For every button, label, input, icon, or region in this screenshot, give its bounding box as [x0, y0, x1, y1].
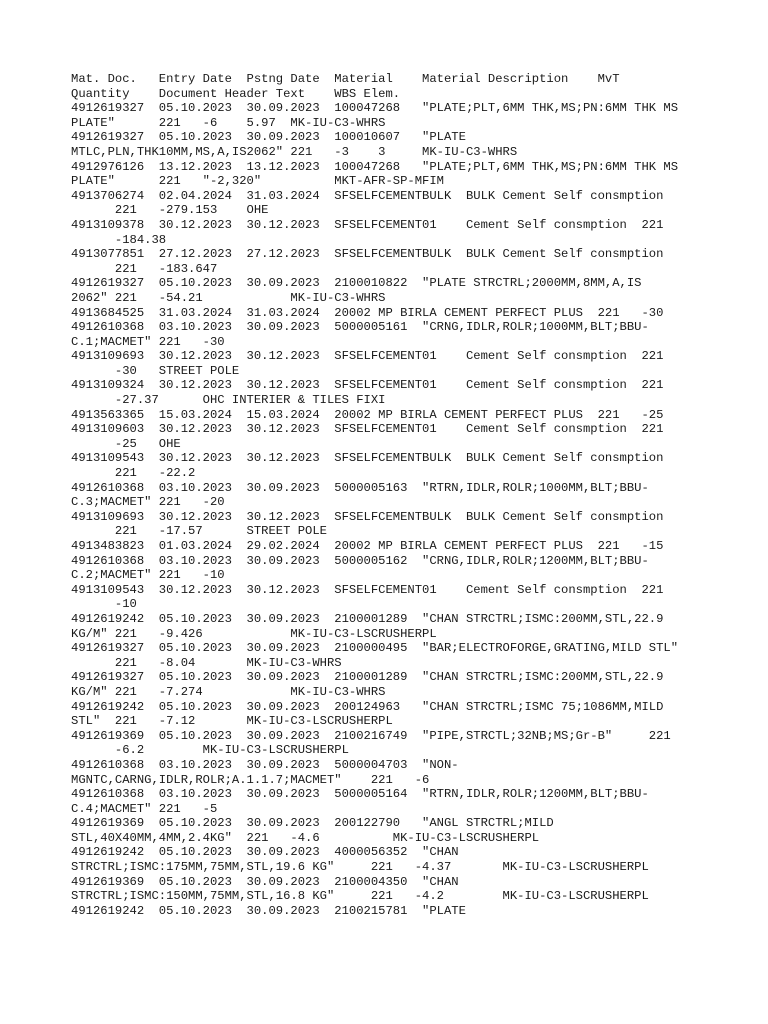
record-line: 4912619242 05.10.2023 30.09.2023 2100215781 "PLATE — [71, 903, 466, 918]
record-line: KG/M" 221 -7.274 MK-IU-C3-WHRS — [71, 684, 386, 699]
record-line: STRCTRL;ISMC:175MM,75MM,STL,19.6 KG" 221 -4.37 MK-IU-C3-LSCRUSHERPL — [71, 860, 649, 875]
record-line: -27.37 OHC INTERIER & TILES FIXI — [71, 393, 386, 408]
record-line: 4912610368 03.10.2023 30.09.2023 5000005163 "RTRN,IDLR,ROLR;1000MM,BLT;BBU- — [71, 480, 649, 495]
record-line: 4912619369 05.10.2023 30.09.2023 2100004350 "CHAN — [71, 874, 459, 889]
record-line: 4913109543 30.12.2023 30.12.2023 SFSELFCEMENT01 Cement Self consmption 221 — [71, 582, 664, 597]
record-line: 221 -8.04 MK-IU-C3-WHRS — [71, 655, 342, 670]
record-line: 4913706274 02.04.2024 31.03.2024 SFSELFCEMENTBULK BULK Cement Self consmption — [71, 188, 664, 203]
record-line: PLATE" 221 "-2,320" MKT-AFR-SP-MFIM — [71, 174, 444, 189]
record-line: 4912610368 03.10.2023 30.09.2023 5000005161 "CRNG,IDLR,ROLR;1000MM,BLT;BBU- — [71, 320, 649, 335]
record-line: 4913109603 30.12.2023 30.12.2023 SFSELFCEMENT01 Cement Self consmption 221 — [71, 422, 664, 437]
record-line: 4913684525 31.03.2024 31.03.2024 20002 MP BIRLA CEMENT PERFECT PLUS 221 -30 — [71, 305, 664, 320]
record-line: MGNTC,CARNG,IDLR,ROLR;A.1.1.7;MACMET" 221 -6 — [71, 772, 430, 787]
record-line: 2062" 221 -54.21 MK-IU-C3-WHRS — [71, 290, 386, 305]
record-line: 221 -22.2 — [71, 466, 196, 481]
record-line: 4912619327 05.10.2023 30.09.2023 100010607 "PLATE — [71, 130, 466, 145]
column-header — [71, 72, 761, 101]
record-line: STL" 221 -7.12 MK-IU-C3-LSCRUSHERPL — [71, 714, 393, 729]
record-line: -6.2 MK-IU-C3-LSCRUSHERPL — [71, 743, 349, 758]
record-line: 4912619327 05.10.2023 30.09.2023 2100000495 "BAR;ELECTROFORGE,GRATING,MILD STL" — [71, 641, 679, 656]
record-line: 4912610368 03.10.2023 30.09.2023 5000004703 "NON- — [71, 757, 459, 772]
record-line: 4912619327 05.10.2023 30.09.2023 100047268 "PLATE;PLT,6MM THK,MS;PN:6MM THK MS — [71, 101, 679, 116]
document-page — [71, 72, 761, 918]
record-line: 221 -17.57 STREET POLE — [71, 524, 327, 539]
header-line: Mat. Doc. Entry Date Pstng Date Material Material Description MvT — [71, 72, 620, 86]
record-line: 4913109378 30.12.2023 30.12.2023 SFSELFCEMENT01 Cement Self consmption 221 — [71, 217, 664, 232]
header-line: Quantity Document Header Text WBS Elem. — [71, 86, 401, 101]
record-line: 4913077851 27.12.2023 27.12.2023 SFSELFCEMENTBULK BULK Cement Self consmption — [71, 247, 664, 262]
record-list — [71, 101, 761, 918]
record-line: 4913563365 15.03.2024 15.03.2024 20002 MP BIRLA CEMENT PERFECT PLUS 221 -25 — [71, 407, 664, 422]
record-line: 4912619327 05.10.2023 30.09.2023 2100010822 "PLATE STRCTRL;2000MM,8MM,A,IS — [71, 276, 642, 291]
record-line: 221 -183.647 — [71, 261, 218, 276]
record-line: 4913483823 01.03.2024 29.02.2024 20002 MP BIRLA CEMENT PERFECT PLUS 221 -15 — [71, 539, 664, 553]
record-line: STRCTRL;ISMC:150MM,75MM,STL,16.8 KG" 221 -4.2 MK-IU-C3-LSCRUSHERPL — [71, 889, 649, 904]
record-line: 4913109693 30.12.2023 30.12.2023 SFSELFCEMENTBULK BULK Cement Self consmption — [71, 509, 664, 524]
record-line: 4912619369 05.10.2023 30.09.2023 200122790 "ANGL STRCTRL;MILD — [71, 816, 554, 831]
record-line: 4912610368 03.10.2023 30.09.2023 5000005162 "CRNG,IDLR,ROLR;1200MM,BLT;BBU- — [71, 553, 649, 568]
record-line: 4912619242 05.10.2023 30.09.2023 2100001289 "CHAN STRCTRL;ISMC:200MM,STL,22.9 — [71, 611, 664, 626]
record-line: 4912610368 03.10.2023 30.09.2023 5000005164 "RTRN,IDLR,ROLR;1200MM,BLT;BBU- — [71, 787, 649, 802]
record-line: PLATE" 221 -6 5.97 MK-IU-C3-WHRS — [71, 115, 386, 130]
record-line: -30 STREET POLE — [71, 363, 240, 378]
record-line: -184.38 — [71, 232, 167, 247]
record-line: -25 OHE — [71, 436, 181, 451]
record-line: 4912619242 05.10.2023 30.09.2023 4000056352 "CHAN — [71, 845, 459, 860]
record-line: 4913109693 30.12.2023 30.12.2023 SFSELFCEMENT01 Cement Self consmption 221 — [71, 349, 664, 364]
record-line: STL,40X40MM,4MM,2.4KG" 221 -4.6 MK-IU-C3-LSCRUSHERPL — [71, 830, 540, 845]
record-line: C.2;MACMET" 221 -10 — [71, 568, 225, 583]
record-line: 4913109324 30.12.2023 30.12.2023 SFSELFCEMENT01 Cement Self consmption 221 — [71, 378, 664, 393]
record-line: -10 — [71, 597, 137, 612]
record-line: 4912619327 05.10.2023 30.09.2023 2100001289 "CHAN STRCTRL;ISMC:200MM,STL,22.9 — [71, 670, 664, 685]
record-line: C.1;MACMET" 221 -30 — [71, 334, 225, 349]
record-line: C.4;MACMET" 221 -5 — [71, 801, 218, 816]
record-line: 4912619369 05.10.2023 30.09.2023 2100216749 "PIPE,STRCTL;32NB;MS;Gr-B" 221 — [71, 728, 671, 743]
record-line: 4912976126 13.12.2023 13.12.2023 100047268 "PLATE;PLT,6MM THK,MS;PN:6MM THK MS — [71, 159, 679, 174]
record-line: C.3;MACMET" 221 -20 — [71, 495, 225, 510]
record-line: 4913109543 30.12.2023 30.12.2023 SFSELFCEMENTBULK BULK Cement Self consmption — [71, 451, 664, 466]
record-line: MTLC,PLN,THK10MM,MS,A,IS2062" 221 -3 3 MK-IU-C3-WHRS — [71, 144, 518, 159]
record-line: 4912619242 05.10.2023 30.09.2023 200124963 "CHAN STRCTRL;ISMC 75;1086MM,MILD — [71, 699, 664, 714]
record-line: 221 -279.153 OHE — [71, 203, 269, 218]
record-line: KG/M" 221 -9.426 MK-IU-C3-LSCRUSHERPL — [71, 626, 437, 641]
